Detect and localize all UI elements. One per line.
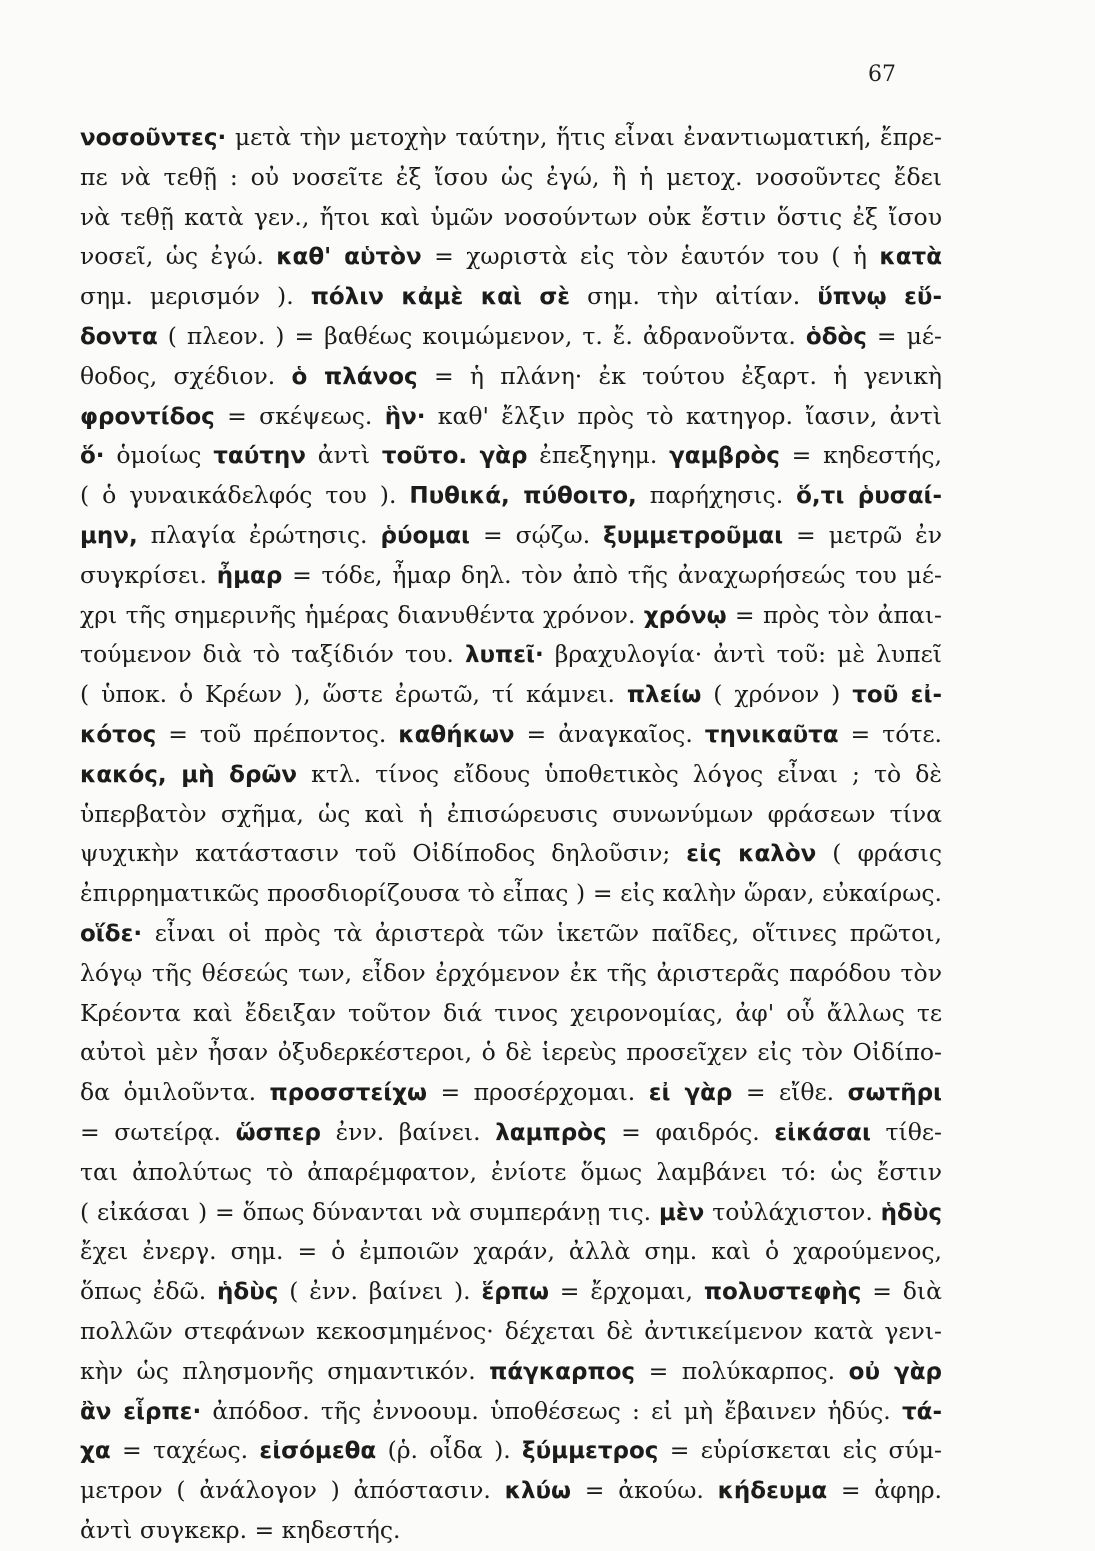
- commentary-fragment: τοὐλάχιστον.: [704, 1197, 881, 1226]
- lemma-term: σωτῆρι: [847, 1080, 942, 1107]
- lemma-term: ἡδὺς: [217, 1279, 279, 1306]
- lemma-term: κήδευμα: [717, 1478, 828, 1505]
- commentary-fragment: ἀντὶ: [305, 441, 382, 470]
- lemma-term: ταύτην: [213, 443, 306, 470]
- lemma-term: προσστείχω: [269, 1080, 428, 1107]
- text-line: [80, 1033, 942, 1073]
- commentary-fragment: = ταχέως.: [110, 1436, 260, 1465]
- commentary-fragment: = ἀναγκαῖος.: [514, 719, 705, 748]
- lemma-term: μην,: [80, 522, 138, 549]
- commentary-fragment: ὅπως ἐδῶ.: [80, 1277, 218, 1306]
- lemma-term: εἰσόμεθα: [259, 1438, 377, 1465]
- commentary-fragment: ἐπεξηγημ.: [527, 441, 670, 470]
- lemma-term: εἰς καλὸν: [686, 841, 817, 868]
- lemma-term: Πυθικά, πύθοιτο,: [409, 483, 637, 510]
- lemma-term: ἡδὺς: [880, 1199, 942, 1226]
- commentary-text: [80, 118, 942, 1551]
- text-line: [80, 476, 942, 516]
- lemma-term: εἰ γὰρ: [648, 1080, 733, 1107]
- text-line: [80, 397, 942, 437]
- commentary-fragment: = πολύκαρπος.: [635, 1356, 849, 1385]
- text-line: [80, 1431, 942, 1471]
- commentary-fragment: = προσέρχομαι.: [427, 1078, 649, 1107]
- text-line: [80, 317, 942, 357]
- lemma-term: ἕρπω: [481, 1279, 549, 1306]
- lemma-term: κλύω: [504, 1478, 572, 1505]
- text-line: [80, 675, 942, 715]
- lemma-term: λυπεῖ·: [464, 642, 544, 669]
- commentary-fragment: μετὰ τὴν μετοχὴν ταύτην, ἥτις εἶναι ἐναντιωματική, ἔπρε-: [226, 123, 942, 151]
- text-line: [80, 994, 942, 1034]
- commentary-fragment: (ῥ. οἶδα ).: [376, 1436, 523, 1465]
- lemma-term: οὐ γὰρ: [848, 1358, 942, 1385]
- commentary-fragment: = πρὸς τὸν ἀπαι-: [726, 600, 942, 629]
- commentary-fragment: = τοῦ πρέποντος.: [156, 719, 399, 748]
- text-line: [80, 1073, 942, 1113]
- commentary-fragment: δα ὁμιλοῦντα.: [80, 1078, 270, 1107]
- lemma-term: ὁδὸς: [805, 323, 867, 350]
- commentary-fragment: σημ. μερισμόν ).: [80, 282, 311, 311]
- commentary-fragment: = μέ-: [866, 321, 942, 350]
- commentary-fragment: = φαιδρός.: [606, 1117, 775, 1146]
- lemma-term: κατὰ: [879, 244, 942, 271]
- lemma-term: ὥσπερ: [235, 1119, 321, 1146]
- lemma-term: κότος: [80, 721, 157, 748]
- commentary-fragment: ( ἐνν. βαίνει ).: [278, 1277, 482, 1306]
- text-line: [80, 1232, 942, 1272]
- lemma-term: γαμβρὸς: [669, 443, 780, 470]
- lemma-term: τοῦτο. γὰρ: [381, 443, 528, 470]
- commentary-fragment: = εἴθε.: [732, 1078, 848, 1107]
- text-line: [80, 556, 942, 596]
- lemma-term: ῥύομαι: [380, 522, 470, 549]
- commentary-fragment: = μετρῶ ἐν: [783, 520, 942, 549]
- commentary-fragment: = ἀφηρ.: [827, 1476, 942, 1505]
- commentary-fragment: αὐτοὶ μὲν ἦσαν ὀξυδερκέστεροι, ὁ δὲ ἱερεὺς προσεῖχεν εἰς τὸν Οἰδίπο-: [80, 1038, 942, 1067]
- commentary-fragment: ἀπόδοσ. τῆς ἐννοουμ. ὑποθέσεως : εἰ μὴ ἔβαινεν ἡδύς.: [201, 1396, 902, 1425]
- lemma-term: ξύμμετρος: [522, 1438, 659, 1465]
- commentary-fragment: = ἔρχομαι,: [548, 1277, 704, 1306]
- lemma-term: ἦμαρ: [216, 562, 283, 589]
- commentary-fragment: τίθε-: [870, 1117, 942, 1146]
- commentary-fragment: = ἡ πλάνη· ἐκ τούτου ἐξαρτ. ἡ γενικὴ: [417, 361, 942, 390]
- lemma-term: μὲν: [658, 1199, 705, 1226]
- text-line: [80, 1352, 942, 1392]
- commentary-fragment: = εὑρίσκεται εἰς σύμ-: [658, 1436, 942, 1465]
- lemma-term: ὅ·: [80, 443, 105, 470]
- lemma-term: ἂν εἷρπε·: [80, 1398, 202, 1425]
- commentary-fragment: ( φράσις: [816, 839, 942, 868]
- text-line: [80, 1272, 942, 1312]
- text-line: [80, 1511, 942, 1551]
- text-line: [80, 755, 942, 795]
- lemma-term: πολυστεφὴς: [703, 1279, 862, 1306]
- lemma-term: νοσοῦντες·: [80, 125, 227, 151]
- lemma-term: φροντίδος: [80, 403, 215, 430]
- lemma-term: καθήκων: [398, 721, 515, 748]
- commentary-fragment: πε νὰ τεθῇ : οὐ νοσεῖτε ἐξ ἴσου ὡς ἐγώ, ἢ ἡ μετοχ. νοσοῦντες ἔδει: [80, 162, 942, 191]
- text-line: [80, 436, 942, 476]
- lemma-term: κακός, μὴ δρῶν: [80, 761, 298, 788]
- commentary-fragment: νὰ τεθῇ κατὰ γεν., ἤτοι καὶ ὑμῶν νοσούντων οὐκ ἔστιν ὅστις ἐξ ἴσου: [80, 202, 942, 231]
- commentary-fragment: κτλ. τίνος εἴδους ὑποθετικὸς λόγος εἶναι ; τὸ δὲ: [297, 759, 943, 788]
- commentary-fragment: θοδος, σχέδιον.: [80, 361, 292, 390]
- lemma-term: ἣν·: [384, 403, 426, 430]
- commentary-fragment: ὁμοίως: [104, 441, 214, 470]
- text-line: [80, 516, 942, 556]
- commentary-fragment: τούμενον διὰ τὸ ταξίδιόν του.: [80, 640, 465, 669]
- lemma-term: ὕπνῳ εὕ-: [817, 284, 943, 311]
- commentary-fragment: ἔχει ἐνεργ. σημ. = ὁ ἐμποιῶν χαράν, ἀλλὰ σημ. καὶ ὁ χαρούμενος,: [80, 1237, 942, 1266]
- lemma-term: ξυμμετροῦμαι: [603, 522, 784, 549]
- text-line: [80, 118, 942, 158]
- commentary-fragment: συγκρίσει.: [80, 560, 217, 589]
- lemma-term: τά-: [901, 1398, 942, 1425]
- text-line: [80, 1392, 942, 1432]
- text-line: [80, 596, 942, 636]
- lemma-term: δοντα: [80, 323, 158, 350]
- commentary-fragment: Κρέοντα καὶ ἔδειξαν τοῦτον διά τινος χειρονομίας, ἀφ' οὗ ἄλλως τε: [80, 998, 942, 1027]
- commentary-fragment: = χωριστὰ εἰς τὸν ἑαυτόν του ( ἡ: [421, 242, 880, 271]
- commentary-fragment: καθ' ἔλξιν πρὸς τὸ κατηγορ. ἴασιν, ἀντὶ: [425, 401, 942, 430]
- commentary-fragment: ( εἰκάσαι ) = ὅπως δύνανται νὰ συμπεράνῃ τις.: [80, 1197, 659, 1226]
- commentary-fragment: ( ὁ γυναικάδελφός του ).: [80, 481, 410, 510]
- commentary-fragment: ( ὑποκ. ὁ Κρέων ), ὥστε ἐρωτῶ, τί κάμνει.: [80, 680, 627, 709]
- commentary-fragment: = τότε.: [838, 719, 942, 748]
- commentary-fragment: σημ. τὴν αἰτίαν.: [570, 282, 818, 311]
- text-line: [80, 914, 942, 954]
- text-line: [80, 954, 942, 994]
- text-line: [80, 158, 942, 198]
- commentary-fragment: = διὰ: [861, 1277, 942, 1306]
- commentary-fragment: νοσεῖ, ὡς ἐγώ.: [80, 242, 277, 271]
- lemma-term: ὅ,τι ῥυσαί-: [796, 483, 943, 510]
- lemma-term: οἵδε·: [80, 920, 143, 947]
- commentary-fragment: πολλῶν στεφάνων κεκοσμημένος· δέχεται δὲ ἀντικείμενον κατὰ γενι-: [80, 1316, 942, 1345]
- commentary-fragment: ἐπιρρηματικῶς προσδιορίζουσα τὸ εἶπας ) = εἰς καλὴν ὥραν, εὐκαίρως.: [80, 879, 942, 908]
- lemma-term: τοῦ εἰ-: [852, 682, 942, 709]
- text-line: [80, 277, 942, 317]
- lemma-term: καθ' αὑτὸν: [276, 244, 422, 271]
- text-line: [80, 198, 942, 238]
- lemma-term: πάγκαρπος: [489, 1358, 636, 1385]
- commentary-fragment: πλαγία ἐρώτησις.: [137, 520, 381, 549]
- text-line: [80, 635, 942, 675]
- lemma-term: λαμπρὸς: [495, 1119, 607, 1146]
- commentary-fragment: = τόδε, ἦμαρ δηλ. τὸν ἀπὸ τῆς ἀναχωρήσεώς του μέ-: [282, 560, 942, 589]
- commentary-fragment: βραχυλογία· ἀντὶ τοῦ: μὲ λυπεῖ: [543, 640, 943, 669]
- commentary-fragment: ψυχικὴν κατάστασιν τοῦ Οἰδίποδος δηλοῦσιν;: [80, 839, 687, 868]
- text-line: [80, 357, 942, 397]
- commentary-fragment: = σῴζω.: [469, 520, 604, 549]
- commentary-fragment: = κηδεστής,: [779, 441, 942, 470]
- commentary-fragment: = ἀκούω.: [571, 1476, 718, 1505]
- text-line: [80, 1471, 942, 1511]
- lemma-term: ὁ πλάνος: [291, 363, 418, 390]
- page-number: 67: [868, 62, 896, 87]
- commentary-fragment: = σωτείρᾳ.: [80, 1117, 236, 1146]
- text-line: [80, 1113, 942, 1153]
- text-line: [80, 1153, 942, 1193]
- commentary-fragment: ( χρόνον ): [701, 680, 853, 709]
- text-line: [80, 715, 942, 755]
- commentary-fragment: λόγῳ τῆς θέσεώς των, εἶδον ἐρχόμενον ἐκ τῆς ἀριστερᾶς παρόδου τὸν: [80, 958, 942, 987]
- lemma-term: χα: [80, 1438, 111, 1465]
- lemma-term: πόλιν κἀμὲ καὶ σὲ: [310, 284, 571, 311]
- lemma-term: πλείω: [626, 682, 702, 709]
- commentary-fragment: ἀντὶ συγκεκρ. = κηδεστής.: [80, 1515, 401, 1544]
- text-line: [80, 834, 942, 874]
- lemma-term: τηνικαῦτα: [704, 721, 839, 748]
- text-line: [80, 874, 942, 914]
- text-line: [80, 237, 942, 277]
- commentary-fragment: κὴν ὡς πλησμονῆς σημαντικόν.: [80, 1356, 490, 1385]
- text-line: [80, 1312, 942, 1352]
- commentary-fragment: μετρον ( ἀνάλογον ) ἀπόστασιν.: [80, 1476, 505, 1505]
- commentary-fragment: = σκέψεως.: [214, 401, 385, 430]
- commentary-fragment: εἶναι οἱ πρὸς τὰ ἀριστερὰ τῶν ἱκετῶν παῖδες, οἵτινες πρῶτοι,: [142, 918, 942, 947]
- commentary-fragment: ἐνν. βαίνει.: [320, 1117, 496, 1146]
- commentary-fragment: ( πλεον. ) = βαθέως κοιμώμενον, τ. ἔ. ἀδρανοῦντα.: [157, 321, 806, 350]
- commentary-fragment: παρήχησις.: [636, 481, 797, 510]
- text-line: [80, 1193, 942, 1233]
- lemma-term: χρόνῳ: [643, 602, 727, 629]
- text-line: [80, 795, 942, 835]
- lemma-term: εἰκάσαι: [774, 1119, 871, 1146]
- commentary-fragment: ται ἀπολύτως τὸ ἀπαρέμφατον, ἐνίοτε ὅμως λαμβάνει τό: ὡς ἔστιν: [80, 1157, 942, 1186]
- commentary-fragment: χρι τῆς σημερινῆς ἡμέρας διανυθέντα χρόνον.: [80, 600, 644, 629]
- commentary-fragment: ὑπερβατὸν σχῆμα, ὡς καὶ ἡ ἐπισώρευσις συνωνύμων φράσεων τίνα: [80, 799, 942, 828]
